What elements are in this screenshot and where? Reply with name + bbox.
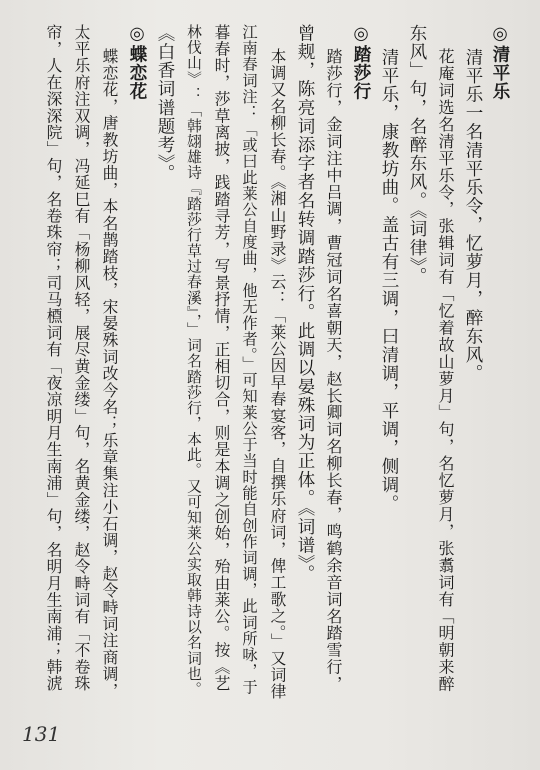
text-column: 清平乐一名清平乐令，忆萝月，醉东风。 xyxy=(463,48,483,383)
text-column: 东风」句，名醉东风。《词律》。 xyxy=(407,24,427,286)
text-column: 暮春时，莎草离披，践踏寻芳，写景抒情，正相切合，则是本调之创始，殆由莱公。按《艺 xyxy=(212,24,231,692)
text-column: 清平乐，康教坊曲。盖古有三调，曰清调，平调，侧调。 xyxy=(379,48,399,513)
text-column: 踏莎行，金词注中吕调，曹冠词名喜朝天，赵长卿词名柳长春，鸣鹤余音词名踏雪行， xyxy=(324,48,343,693)
text-column: 林伐山》：「韩翃雄诗『踏莎行草过春溪』，」词名踏莎行，本此。又可知莱公实取韩诗以名词也。 xyxy=(185,24,202,698)
text-column: 帘，人在深深院」句，名卷珠帘；司马槱词有「夜凉明月生南浦」句，名明月生南浦；韩淲 xyxy=(44,24,63,692)
section-heading-qingpingyue: ◎清平乐 xyxy=(490,24,510,101)
text-column: 江南春词注：「或曰此莱公自度曲，他无作者。」可知莱公于当时能自创作词调，此词所咏，于 xyxy=(240,24,258,696)
page-number: 131 xyxy=(22,722,61,746)
text-column: 花庵词选名清平乐令，张辑词有「忆着故山萝月」句，名忆萝月，张翥词有「明朝来醉 xyxy=(436,48,455,693)
text-column: 太平乐府注双调，冯延巳有「杨柳风轻，展尽黄金缕」句，名黄金缕，赵令畤词有「不卷珠 xyxy=(72,24,91,692)
text-column: 蝶恋花，唐教坊曲，本名鹊踏枝，宋晏殊词改今名；乐章集注小石调，赵令畤词注商调， xyxy=(100,48,119,700)
text-column: 曾觌，陈亮词添字者名转调踏莎行。此调以晏殊词为正体。《词谱》。 xyxy=(295,24,315,584)
text-column: 本调又名柳长春。《湘山野录》云：「莱公因早春宴客，自撰乐府词，俾工歌之。」又词律 xyxy=(268,48,287,701)
text-column: 《白香词谱题考》。 xyxy=(155,24,175,183)
section-heading-tashaxing: ◎踏莎行 xyxy=(351,24,371,101)
section-heading-dielianhua: ◎蝶恋花 xyxy=(127,24,147,101)
